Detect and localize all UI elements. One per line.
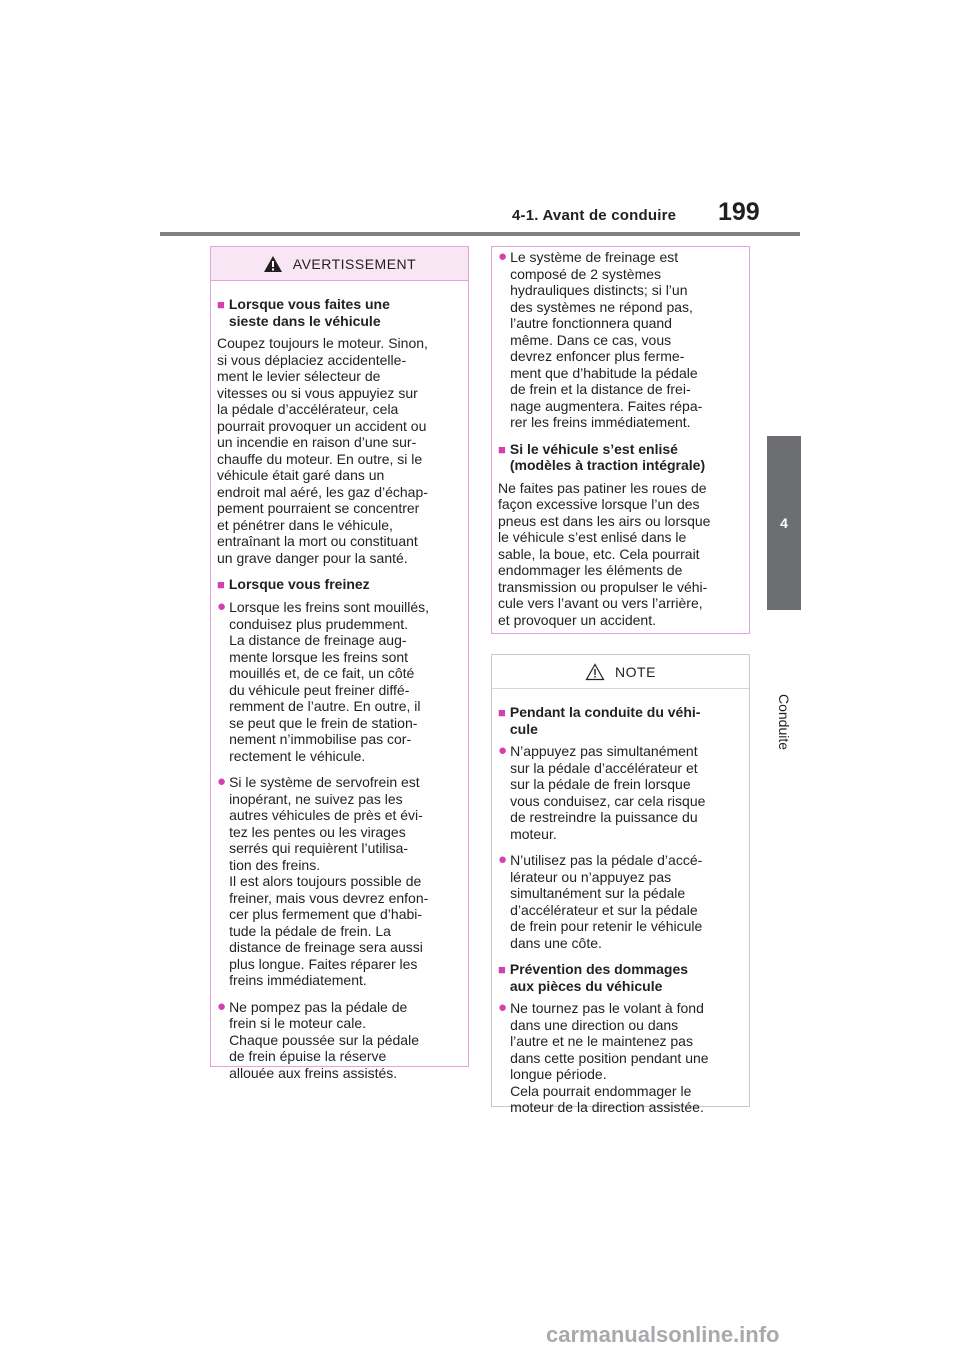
watermark: carmanualsonline.info [546,1322,780,1347]
circle-bullet-icon: ● [498,742,508,759]
bullet-item [217,599,462,764]
warning-triangle-icon [263,255,283,273]
square-bullet-icon: ■ [498,441,506,457]
bullet-item [498,249,743,431]
subheading-text: Pendant la conduite du véhi- cule [509,704,701,737]
circle-bullet-icon: ● [498,851,508,868]
warning-continued-box [491,246,750,634]
bullet-item [498,1000,743,1116]
page-number: 199 [718,198,760,226]
note-subheading [498,961,743,994]
warning-title: AVERTISSEMENT [292,255,417,272]
bullet-text: N’utilisez pas la pédale d’accé- lérateur ou n’appuyez pas simultanément sur la pédale d’accélérateur et sur la pédale de frein pour retenir le véhicule dans une côte. [510,852,703,951]
bullet-text: Ne pompez pas la pédale de frein si le moteur cale. Chaque poussée sur la pédale de frein épuise la réserve allouée aux freins assistés. [229,998,419,1081]
bullet-text: Lorsque les freins sont mouillés, conduisez plus prudemment. La distance de freinage aug- mente lorsque les freins sont mouillés et, de ce fait, un côté du véhicule peut freiner diffé- remment de l’autre. En outre, il se peut que le frein de station- nement n’immobilise pas cor- rectement le véhicule. [229,599,430,764]
subheading-text: Lorsque vous freinez [228,576,370,592]
subheading-text: Si le véhicule s’est enlisé (modèles à traction intégrale) [509,440,706,473]
warning-header [211,247,468,281]
chapter-number: 4 [780,515,788,531]
header-rule [160,232,800,236]
square-bullet-icon: ■ [498,705,506,720]
subheading-text: Lorsque vous faites une sieste dans le véhicule [228,296,390,329]
circle-bullet-icon: ● [217,598,227,615]
bullet-item [217,999,462,1082]
circle-bullet-icon: ● [498,248,508,265]
note-box [491,654,750,1115]
warning-box [210,246,469,1081]
circle-bullet-icon: ● [498,999,508,1016]
bullet-item [498,743,743,842]
caution-triangle-icon [585,663,605,681]
warning-subheading [498,441,743,474]
bullet-text: N’appuyez pas simultanément sur la pédale d’accélérateur et sur la pédale de frein lorsque vous conduisez, car cela risque de restreindre la puissance du moteur. [510,743,706,842]
bullet-text: Le système de freinage est composé de 2 systèmes hydrauliques distincts; si l’un des systèmes ne répond pas, l’autre fonctionnera quand même. Dans ce cas, vous devrez enfoncer plus ferme- ment que d’habitude la pédale de frein et la distance de frei- nage augmentera. Faites répa- rer les freins immédiatement. [510,249,703,430]
subheading-text: Prévention des dommages aux pièces du véhicule [509,961,689,994]
section-title: 4-1. Avant de conduire [512,207,677,224]
bullet-text: Si le système de servofrein est inopérant, ne suivez pas les autres véhicules de près et évi- tez les pentes ou les virages serrés qui requièrent l’utilisa- tion des freins. Il est alors toujours possible de freiner, mais vous devrez enfon- cer plus fermement que d’habi- tude la pédale de frein. La distance de freinage sera aussi plus longue. Faites réparer les freins immédiatement. [229,774,429,988]
bullet-item [498,852,743,951]
paragraph: Ne faites pas patiner les roues de façon excessive lorsque l’un des pneus est dans les airs ou lorsque le véhicule s’est enlisé dans le sable, la boue, etc. Cela pourrait endommager les éléments de transmission ou propulser le véhi- cule vers l’avant ou vers l’arrière, et provoquer un accident. [498,479,711,628]
bullet-text: Ne tournez pas le volant à fond dans une direction ou dans l’autre et ne le maintenez pas dans cette position pendant une longue période. Cela pourrait endommager le moteur de la direction assistée. [510,1000,709,1115]
note-title: NOTE [615,663,656,680]
chapter-label-text: Conduite [776,693,793,751]
circle-bullet-icon: ● [217,773,227,790]
bullet-item [217,774,462,989]
note-header [492,655,749,689]
paragraph: Coupez toujours le moteur. Sinon, si vous déplaciez accidentelle- ment le levier sélecteur de vitesses ou si vous appuyiez sur la pédale d’accélérateur, cela pourrait provoquer un accident ou un incendie en raison d’une sur- chauffe du moteur. En outre, si le véhicule était garé dans un endroit mal aéré, les gaz d’échap- pement pourraient se concentrer et pénétrer dans le véhicule, entraînant la mort ou constituant un grave danger pour la santé. [217,335,428,566]
warning-subheading [217,296,462,329]
circle-bullet-icon: ● [217,997,227,1015]
chapter-label [772,662,796,782]
warning-subheading [217,576,462,593]
square-bullet-icon: ■ [217,577,225,592]
chapter-tab [767,436,801,610]
note-subheading [498,704,743,737]
square-bullet-icon: ■ [498,962,506,977]
square-bullet-icon: ■ [217,297,225,312]
